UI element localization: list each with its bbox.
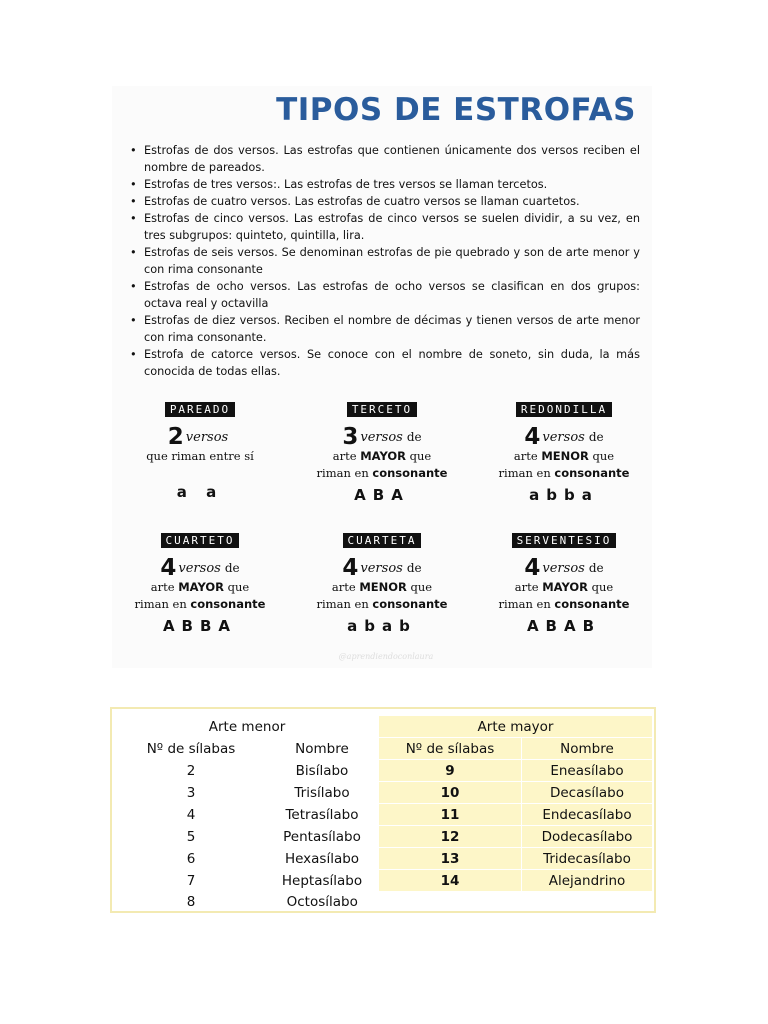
card-title: CUARTETO: [161, 533, 240, 548]
verse-count: 4: [524, 555, 541, 581]
rhyme-scheme: abba: [529, 486, 599, 504]
syllables-table: [110, 707, 656, 913]
card-pareado: [114, 398, 286, 522]
table-row: 6 Hexasílabo 13 Tridecasílabo: [116, 848, 653, 870]
verse-count: 4: [524, 424, 541, 450]
verse-word: versos: [185, 430, 229, 445]
list-item: • Estrofas de seis versos. Se denominan estrofas de pie quebrado y son de arte menor y con rima consonante: [128, 244, 640, 278]
list-item: • Estrofas de tres versos:. Las estrofas de tres versos se llaman tercetos.: [128, 176, 640, 193]
card-rima: riman en consonante: [316, 466, 448, 480]
card-description: que riman entre sí: [146, 449, 254, 463]
rima-type: consonante: [372, 466, 448, 480]
card-terceto: [296, 398, 468, 522]
verse-word: versos: [178, 561, 221, 576]
card-description: arte MAYOR que: [150, 580, 250, 594]
col-name-mayor: Nombre: [522, 738, 653, 760]
arte-type: MAYOR: [360, 449, 406, 463]
card-rima: riman en consonante: [498, 466, 630, 480]
verse-suffix: de: [406, 561, 422, 575]
col-syllables-mayor: Nº de sílabas: [379, 738, 522, 760]
verse-word: versos: [360, 430, 403, 445]
arte-type: MENOR: [359, 580, 407, 594]
verse-word: versos: [542, 430, 585, 445]
card-description: arte MAYOR que: [514, 580, 614, 594]
verse-count: 4: [342, 555, 359, 581]
table-row: 5 Pentasílabo 12 Dodecasílabo: [116, 826, 653, 848]
card-title: CUARTETA: [343, 533, 422, 548]
arte-type: MENOR: [541, 449, 589, 463]
card-description: arte MENOR que: [513, 449, 615, 463]
rhyme-scheme: ABBA: [162, 617, 238, 635]
table-column-header: [116, 738, 653, 760]
header-arte-menor: Arte menor: [208, 718, 286, 735]
rima-type: consonante: [190, 597, 266, 611]
card-title: TERCETO: [347, 402, 417, 417]
verse-word: versos: [542, 561, 585, 576]
estrofa-bullet-list: [128, 142, 640, 380]
watermark: @aprendiendoconlaura: [338, 652, 434, 661]
verse-count: 3: [342, 424, 359, 450]
header-arte-mayor: Arte mayor: [379, 716, 653, 738]
table-group-header: [116, 716, 653, 738]
list-item: • Estrofas de cuatro versos. Las estrofas de cuatro versos se llaman cuartetos.: [128, 193, 640, 210]
rima-type: consonante: [372, 597, 448, 611]
list-item: • Estrofas de diez versos. Reciben el nombre de décimas y tienen versos de arte menor con rima consonante.: [128, 312, 640, 346]
table-row: 3 Trisílabo 10 Decasílabo: [116, 782, 653, 804]
rima-type: consonante: [554, 466, 630, 480]
table-row: 8 Octosílabo: [186, 894, 358, 911]
card-rima: riman en consonante: [134, 597, 266, 611]
card-serventesio: [478, 529, 650, 653]
verse-count: 2: [167, 424, 184, 450]
list-item: • Estrofas de cinco versos. Las estrofas de cinco versos se suelen dividir, a su vez, en tres subgrupos: quinteto, quintilla, lira.: [128, 210, 640, 244]
verse-count: 4: [160, 555, 177, 581]
verse-suffix: de: [588, 430, 604, 444]
verse-word: versos: [360, 561, 403, 576]
card-count: [478, 555, 650, 581]
table-row: 4 Tetrasílabo 11 Endecasílabo: [116, 804, 653, 826]
verse-suffix: de: [588, 561, 604, 575]
list-item: • Estrofas de ocho versos. Las estrofas de ocho versos se clasifican en dos grupos: octava real y octavilla: [128, 278, 640, 312]
card-rima: riman en consonante: [316, 597, 448, 611]
card-redondilla: [478, 398, 650, 522]
card-count: [114, 424, 286, 450]
table-row: 7 Heptasílabo 14 Alejandrino: [116, 870, 653, 892]
card-description: arte MENOR que: [331, 580, 433, 594]
card-description: arte MAYOR que: [332, 449, 432, 463]
card-title: SERVENTESIO: [512, 533, 617, 548]
card-count: [296, 555, 468, 581]
rhyme-scheme: abab: [347, 617, 417, 635]
table-row: 2 Bisílabo 9 Eneasílabo: [116, 760, 653, 782]
arte-type: MAYOR: [178, 580, 224, 594]
card-count: [296, 424, 468, 450]
rhyme-scheme: ABAB: [526, 617, 602, 635]
rima-type: consonante: [554, 597, 630, 611]
estrofas-sheet: [112, 86, 652, 668]
card-title: PAREADO: [165, 402, 235, 417]
list-item: • Estrofa de catorce versos. Se conoce con el nombre de soneto, sin duda, la más conocida de todas ellas.: [128, 346, 640, 380]
card-cuarteta: [296, 529, 468, 653]
list-item: • Estrofas de dos versos. Las estrofas que contienen únicamente dos versos reciben el nombre de pareados.: [128, 142, 640, 176]
rhyme-scheme: ABA: [354, 486, 410, 504]
card-count: [478, 424, 650, 450]
col-syllables-menor: Nº de sílabas: [146, 740, 236, 757]
card-title: REDONDILLA: [516, 402, 612, 417]
verse-suffix: de: [406, 430, 422, 444]
rhyme-scheme: a a: [176, 483, 224, 501]
col-name-menor: Nombre: [295, 740, 349, 757]
card-cuarteto: [114, 529, 286, 653]
arte-type: MAYOR: [542, 580, 588, 594]
syllables-grid: [116, 715, 653, 913]
verse-suffix: de: [224, 561, 240, 575]
card-rima: riman en consonante: [498, 597, 630, 611]
page-title: TIPOS DE ESTROFAS: [276, 92, 636, 128]
card-count: [114, 555, 286, 581]
